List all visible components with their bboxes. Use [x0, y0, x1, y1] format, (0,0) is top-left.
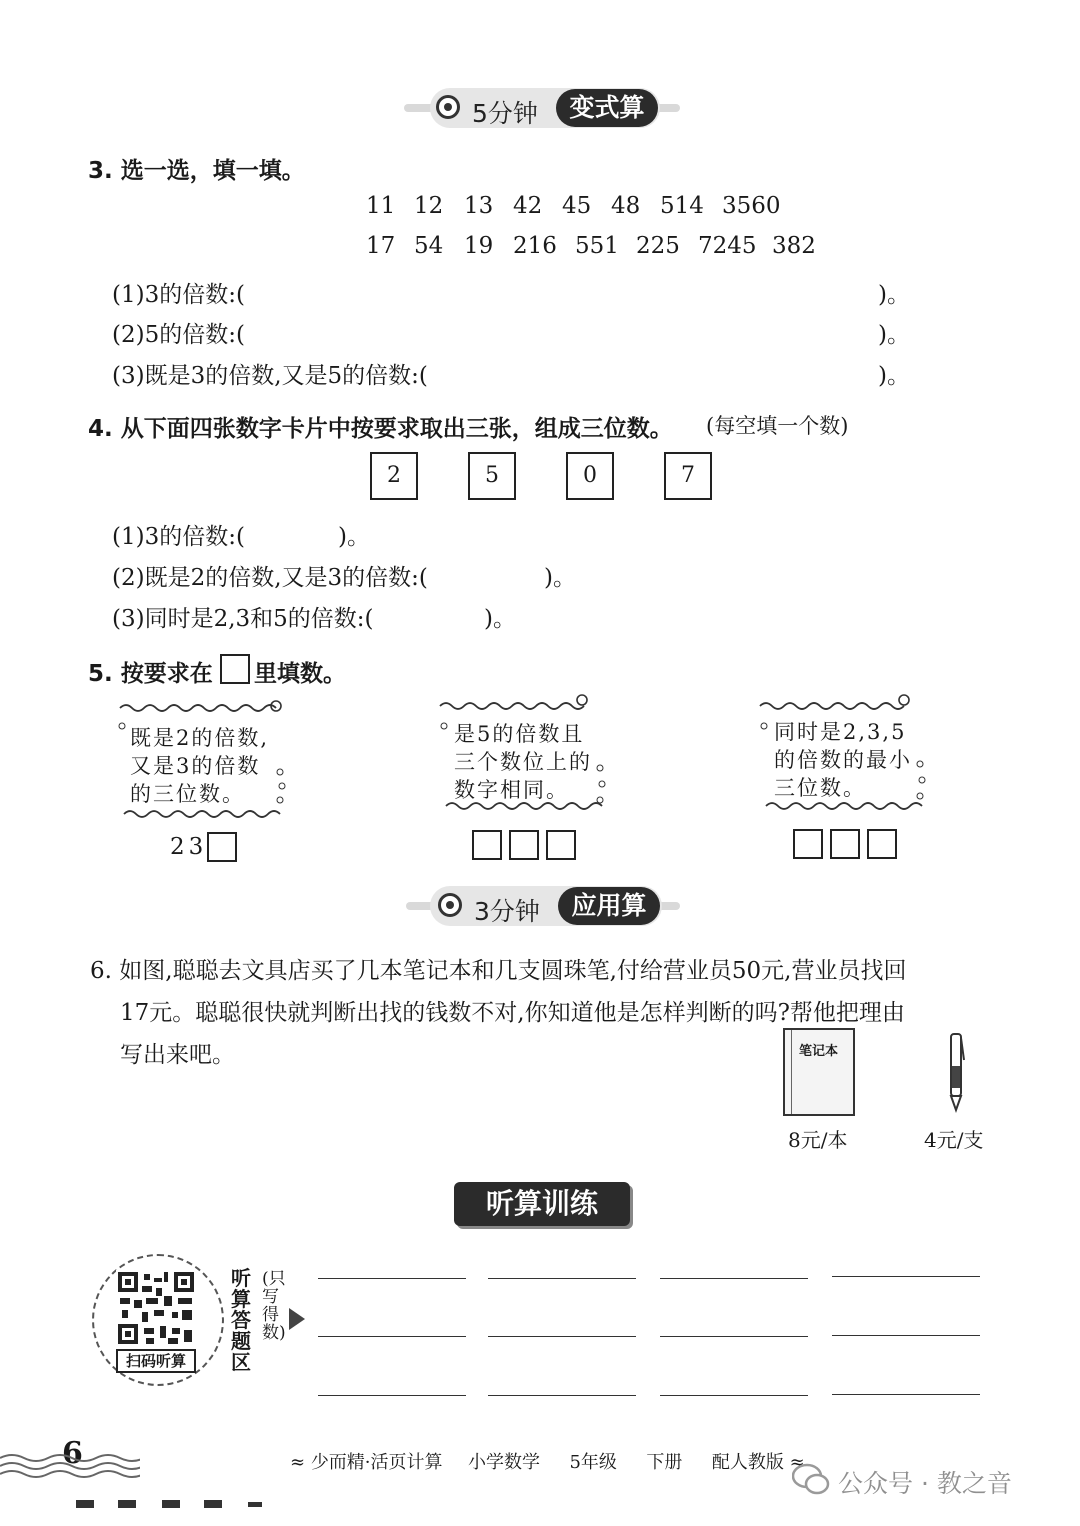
number-card: 7: [664, 452, 712, 500]
number: 11: [366, 193, 396, 219]
play-arrow-icon: [289, 1308, 305, 1330]
watermark-text: 公众号 · 教之音: [838, 1469, 1012, 1498]
q3-item-1-close: )。: [878, 282, 910, 308]
answer-area-hint: (只写得数): [262, 1269, 286, 1343]
note-2-text: [454, 720, 592, 804]
answer-line[interactable]: [660, 1278, 808, 1279]
answer-line[interactable]: [488, 1336, 636, 1337]
q4-item-1-close: )。: [338, 524, 370, 550]
note-1-prefix: 23: [170, 834, 208, 860]
banner-time: 5分钟: [472, 99, 538, 128]
notebook-image: [783, 1028, 855, 1116]
answer-box[interactable]: [472, 830, 502, 860]
answer-box[interactable]: [509, 830, 539, 860]
note-line: 又是3的倍数: [130, 754, 261, 778]
page-number: 6: [62, 1436, 83, 1471]
banner-tag: 变式算: [556, 89, 658, 127]
footer-grade: 5年级: [569, 1452, 617, 1473]
q4-item-2-label: (2)既是2的倍数,又是3的倍数:(: [112, 565, 428, 591]
footer-subject: 小学数学: [468, 1452, 541, 1473]
pen-icon: [944, 1030, 968, 1114]
q3-item-1-label: (1)3的倍数:(: [112, 282, 245, 308]
wave-glyph: ≈: [290, 1452, 311, 1473]
q3-item-2-label: (2)5的倍数:(: [112, 322, 245, 348]
q3-title: 3. 选一选，填一填。: [88, 158, 305, 184]
number: 45: [562, 193, 592, 219]
footer-dashes: [76, 1500, 276, 1510]
note-line: 既是2的倍数,: [130, 726, 270, 750]
section-banner-variation: [404, 86, 680, 130]
listening-title: 听算训练: [485, 1187, 598, 1220]
note-line: 数字相同。: [454, 778, 569, 802]
q3-item-3-close: )。: [878, 363, 910, 389]
number-card: 2: [370, 452, 418, 500]
note-line: 的三位数。: [130, 782, 245, 806]
number: 551: [575, 233, 619, 259]
q4-hint: (每空填一个数): [706, 414, 849, 438]
footer-edition: 配人教版: [711, 1452, 784, 1473]
notebook-price: 8元/本: [788, 1128, 848, 1152]
q5-title-b: 里填数。: [254, 661, 346, 687]
q4-item-3-label: (3)同时是2,3和5的倍数:(: [112, 606, 374, 632]
number: 13: [464, 193, 494, 219]
answer-area-label: 听算答题区: [231, 1266, 251, 1374]
number: 12: [414, 193, 444, 219]
number: 19: [464, 233, 494, 259]
fill-box: [220, 654, 250, 684]
notebook-label: 笔记本: [799, 1044, 839, 1059]
answer-line[interactable]: [318, 1278, 466, 1279]
q5-title-a: 5. 按要求在: [88, 661, 213, 687]
q4-item-1-label: (1)3的倍数:(: [112, 524, 245, 550]
footer-volume: 下册: [646, 1452, 683, 1473]
answer-box[interactable]: [830, 829, 860, 859]
note-line: 同时是2,3,5: [774, 720, 907, 744]
number: 48: [611, 193, 641, 219]
footer-waves-decoration: [0, 1452, 140, 1486]
number: 17: [366, 233, 396, 259]
number: 225: [636, 233, 680, 259]
q4-title: 4. 从下面四张数字卡片中按要求取出三张，组成三位数。: [88, 416, 673, 442]
number-card: 0: [566, 452, 614, 500]
note-line: 是5的倍数且: [454, 722, 585, 746]
section-banner-application: [406, 884, 680, 928]
footer-series: 少而精·活页计算: [310, 1452, 443, 1473]
q4-item-3-close: )。: [484, 606, 516, 632]
wave-glyph: ≈: [789, 1452, 805, 1473]
number: 42: [513, 193, 543, 219]
answer-line[interactable]: [488, 1395, 636, 1396]
q3-item-3-label: (3)既是3的倍数,又是5的倍数:(: [112, 363, 428, 389]
answer-line[interactable]: [318, 1336, 466, 1337]
number: 54: [414, 233, 444, 259]
answer-line[interactable]: [832, 1276, 980, 1277]
q6-line-3: 写出来吧。: [120, 1042, 235, 1068]
number-card: 5: [468, 452, 516, 500]
answer-line[interactable]: [832, 1335, 980, 1336]
answer-line[interactable]: [660, 1395, 808, 1396]
number: 216: [513, 233, 557, 259]
listening-title-plate: [454, 1182, 630, 1226]
q4-item-2-close: )。: [544, 565, 576, 591]
clock-icon: [436, 95, 460, 119]
note-1-text: [130, 724, 269, 808]
qr-code-icon[interactable]: [116, 1270, 196, 1346]
answer-line[interactable]: [488, 1278, 636, 1279]
answer-line[interactable]: [318, 1395, 466, 1396]
answer-box[interactable]: [546, 830, 576, 860]
note-line: 三位数。: [774, 776, 866, 800]
answer-line[interactable]: [660, 1336, 808, 1337]
note-line: 三个数位上的: [454, 750, 592, 774]
q3-item-2-close: )。: [878, 322, 910, 348]
number: 382: [772, 233, 816, 259]
wechat-icon: [792, 1462, 830, 1496]
answer-box[interactable]: [793, 829, 823, 859]
number: 3560: [722, 193, 781, 219]
note-3-text: [774, 718, 912, 802]
banner-time: 3分钟: [474, 897, 540, 926]
answer-line[interactable]: [832, 1394, 980, 1395]
clock-icon: [438, 893, 462, 917]
banner-tag: 应用算: [558, 887, 660, 925]
number: 514: [660, 193, 704, 219]
qr-label: 扫码听算: [116, 1349, 196, 1373]
answer-box[interactable]: [867, 829, 897, 859]
note-line: 的倍数的最小: [774, 748, 912, 772]
pen-price: 4元/支: [924, 1128, 984, 1152]
answer-box[interactable]: [207, 832, 237, 862]
footer-series-line: [290, 1448, 805, 1474]
q6-line-1: 6. 如图,聪聪去文具店买了几本笔记本和几支圆珠笔,付给营业员50元,营业员找回: [90, 958, 907, 984]
number: 7245: [698, 233, 757, 259]
q6-line-2: 17元。聪聪很快就判断出找的钱数不对,你知道他是怎样判断的吗?帮他把理由: [120, 1000, 905, 1026]
